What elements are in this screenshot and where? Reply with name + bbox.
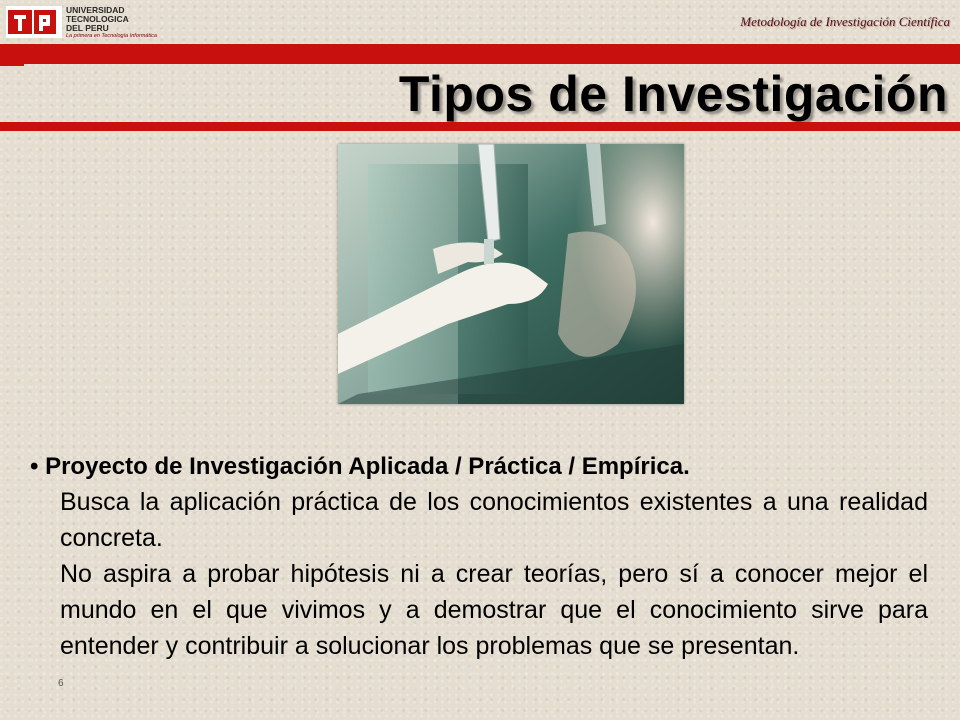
- description-paragraph: Busca la aplicación práctica de los conocimientos existentes a una realidad concreta.: [60, 488, 928, 552]
- header-red-bar-stub: [0, 60, 24, 66]
- header-red-bar: [0, 44, 960, 64]
- slide-content: [30, 450, 928, 664]
- university-tagline: La primera en Tecnología Informática: [66, 33, 157, 39]
- university-name-line: UNIVERSIDAD: [66, 5, 125, 15]
- laboratory-pipette-image-icon: [338, 144, 684, 404]
- university-name-line: DEL PERU: [66, 23, 109, 33]
- laboratory-photo: [338, 144, 684, 404]
- utp-logo-mark-icon: [6, 6, 62, 38]
- university-name: [66, 6, 129, 33]
- page-number: 6: [58, 678, 64, 689]
- course-subtitle: Metodología de Investigación Científica: [740, 14, 950, 29]
- title-red-underline: [0, 122, 960, 131]
- bullet-heading: • Proyecto de Investigación Aplicada / Práctica / Empírica.: [30, 453, 690, 480]
- description-paragraph: No aspira a probar hipótesis ni a crear teorías, pero sí a conocer mejor el mundo en el que vivimos y a demostrar que el conocimiento sirve para entender y contribuir a solucionar los problemas que se presentan.: [60, 560, 928, 660]
- university-logo: [6, 4, 156, 40]
- slide-title: Tipos de Investigación: [398, 66, 948, 122]
- university-name-line: TECNOLOGICA: [66, 14, 129, 24]
